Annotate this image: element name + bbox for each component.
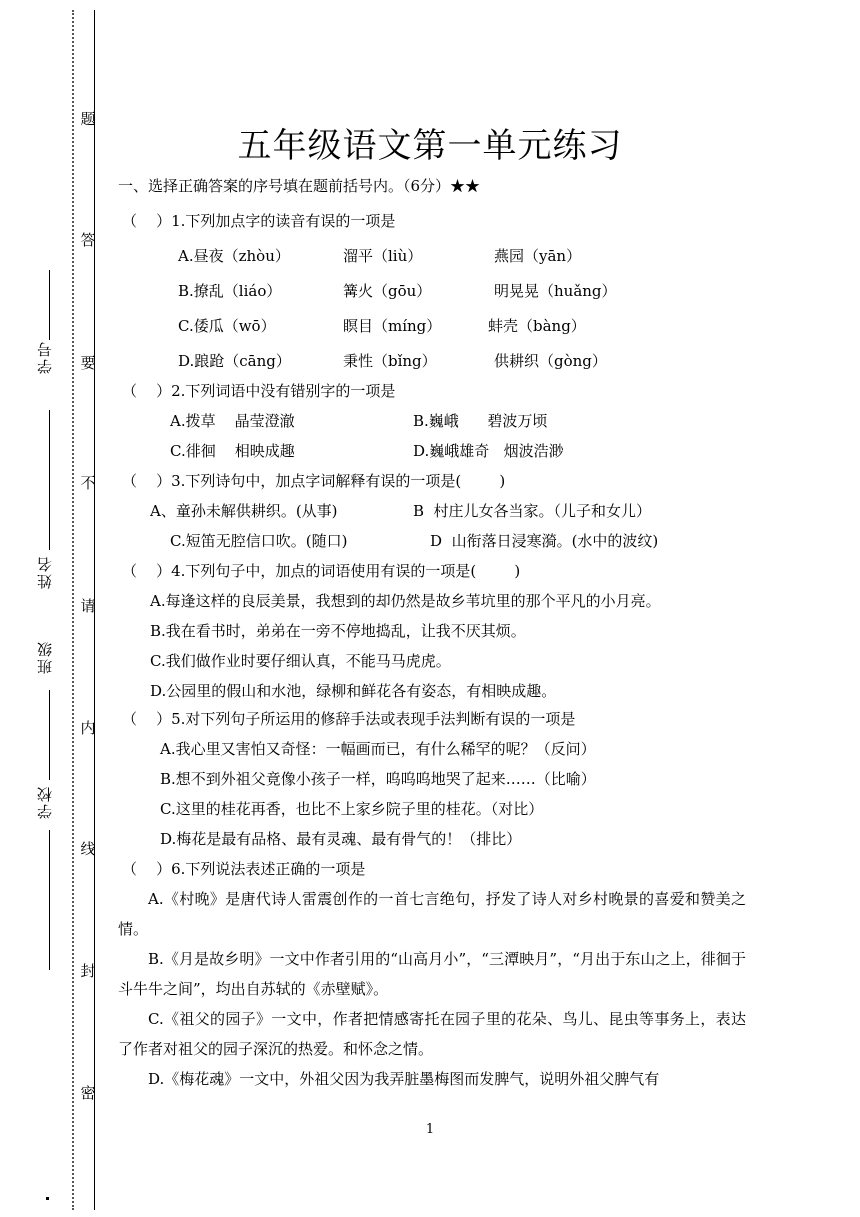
- question-5-prompt: （ ）5.对下列句子所运用的修辞手法或表现手法判断有误的一项是: [122, 710, 576, 728]
- seal-char: 密: [80, 1084, 96, 1102]
- school-label: 学校: [36, 785, 54, 819]
- question-6-prompt: （ ）6.下列说法表述正确的一项是: [122, 860, 366, 878]
- q4-option: D.公园里的假山和水池，绿柳和鲜花各有姿态，有相映成趣。: [150, 682, 557, 700]
- q1-option: 蚌壳（bàng）: [488, 317, 586, 335]
- class-label: 班级: [36, 640, 54, 674]
- page-number: 1: [425, 1122, 435, 1137]
- question-2-prompt: （ ）2.下列词语中没有错别字的一项是: [122, 382, 396, 400]
- q1-option: 供耕织（gòng）: [494, 352, 607, 370]
- q1-option: C.倭瓜（wō）: [178, 317, 276, 335]
- q6-option: A.《村晚》是唐代诗人雷震创作的一首七言绝句，抒发了诗人对乡村晚景的喜爱和赞美之情。: [118, 890, 746, 938]
- q3-option: B 村庄儿女各当家。（儿子和女儿）: [413, 502, 652, 520]
- q3-option: D 山衔落日浸寒漪。(水中的波纹): [430, 532, 659, 550]
- q6-option: D.《梅花魂》一文中，外祖父因为我弄脏墨梅图而发脾气，说明外祖父脾气有: [148, 1070, 660, 1088]
- q4-option: C.我们做作业时要仔细认真，不能马马虎虎。: [150, 652, 451, 670]
- q1-option: 瞑目（míng）: [343, 317, 442, 335]
- q4-option: B.我在看书时，弟弟在一旁不停地捣乱，让我不厌其烦。: [150, 622, 526, 640]
- seal-char: 封: [80, 962, 96, 980]
- class-blank[interactable]: [49, 690, 50, 780]
- q6-option: B.《月是故乡明》一文中作者引用的“山高月小”，“三潭映月”，“月出于东山之上，徘徊于斗牛牛之间”，均出自苏轼的《赤壁赋》。: [118, 950, 746, 998]
- q1-option: A.昼夜（zhòu）: [178, 247, 290, 265]
- q5-option: D.梅花是最有品格、最有灵魂、最有骨气的！（排比）: [160, 830, 522, 848]
- q1-option: B.撩乱（liáo）: [178, 282, 282, 300]
- seal-char: 不: [80, 474, 96, 492]
- section-heading: 一、选择正确答案的序号填在题前括号内。（6分）★★: [118, 177, 481, 195]
- q2-option: D.巍峨雄奇 烟波浩渺: [413, 442, 564, 460]
- question-4-prompt: （ ）4.下列句子中，加点的词语使用有误的一项是( ): [122, 562, 521, 580]
- q2-option: B.巍峨 碧波万顷: [413, 412, 548, 430]
- q1-option: 燕园（yān）: [494, 247, 582, 265]
- q2-option: A.拨草 晶莹澄澈: [170, 412, 295, 430]
- q5-option: C.这里的桂花再香，也比不上家乡院子里的桂花。（对比）: [160, 800, 544, 818]
- question-1-prompt: （ ）1.下列加点字的读音有误的一项是: [122, 212, 396, 230]
- q1-option: 明晃晃（huǎng）: [494, 282, 617, 300]
- seal-dotted-line: [72, 10, 74, 1210]
- question-3-prompt: （ ）3.下列诗句中，加点字词解释有误的一项是( ): [122, 472, 506, 490]
- page-title: 五年级语文第一单元练习: [237, 126, 623, 166]
- seal-char: 答: [80, 231, 96, 249]
- name-label: 姓名: [36, 555, 54, 589]
- q6-option: C.《祖父的园子》一文中，作者把情感寄托在园子里的花朵、鸟儿、昆虫等事务上，表达了作者对祖父的园子深沉的热爱。和怀念之情。: [118, 1010, 746, 1058]
- seal-char: 内: [80, 719, 96, 737]
- q2-option: C.徘徊 相映成趣: [170, 442, 295, 460]
- seal-char: 线: [80, 840, 96, 858]
- student-no-label: 学号: [36, 340, 54, 374]
- q3-option: C.短笛无腔信口吹。(随口): [170, 532, 348, 550]
- q5-option: A.我心里又害怕又奇怪：一幅画而已，有什么稀罕的呢？（反问）: [160, 740, 596, 758]
- margin-dot: [46, 1197, 49, 1200]
- q4-option: A.每逢这样的良辰美景，我想到的却仍然是故乡苇坑里的那个平凡的小月亮。: [150, 592, 661, 610]
- school-blank[interactable]: [49, 830, 50, 970]
- q1-option: D.踉跄（cāng）: [178, 352, 291, 370]
- q3-option: A、童孙未解供耕织。(从事): [150, 502, 338, 520]
- q1-option: 秉性（bǐng）: [343, 352, 437, 370]
- seal-char: 要: [80, 354, 96, 372]
- seal-char: 请: [80, 597, 96, 615]
- name-blank[interactable]: [49, 410, 50, 550]
- q5-option: B.想不到外祖父竟像小孩子一样，呜呜呜地哭了起来……（比喻）: [160, 770, 596, 788]
- q1-option: 溜平（liù）: [343, 247, 423, 265]
- seal-char: 题: [80, 110, 96, 128]
- student-no-blank[interactable]: [49, 270, 50, 340]
- q1-option: 篝火（gōu）: [343, 282, 432, 300]
